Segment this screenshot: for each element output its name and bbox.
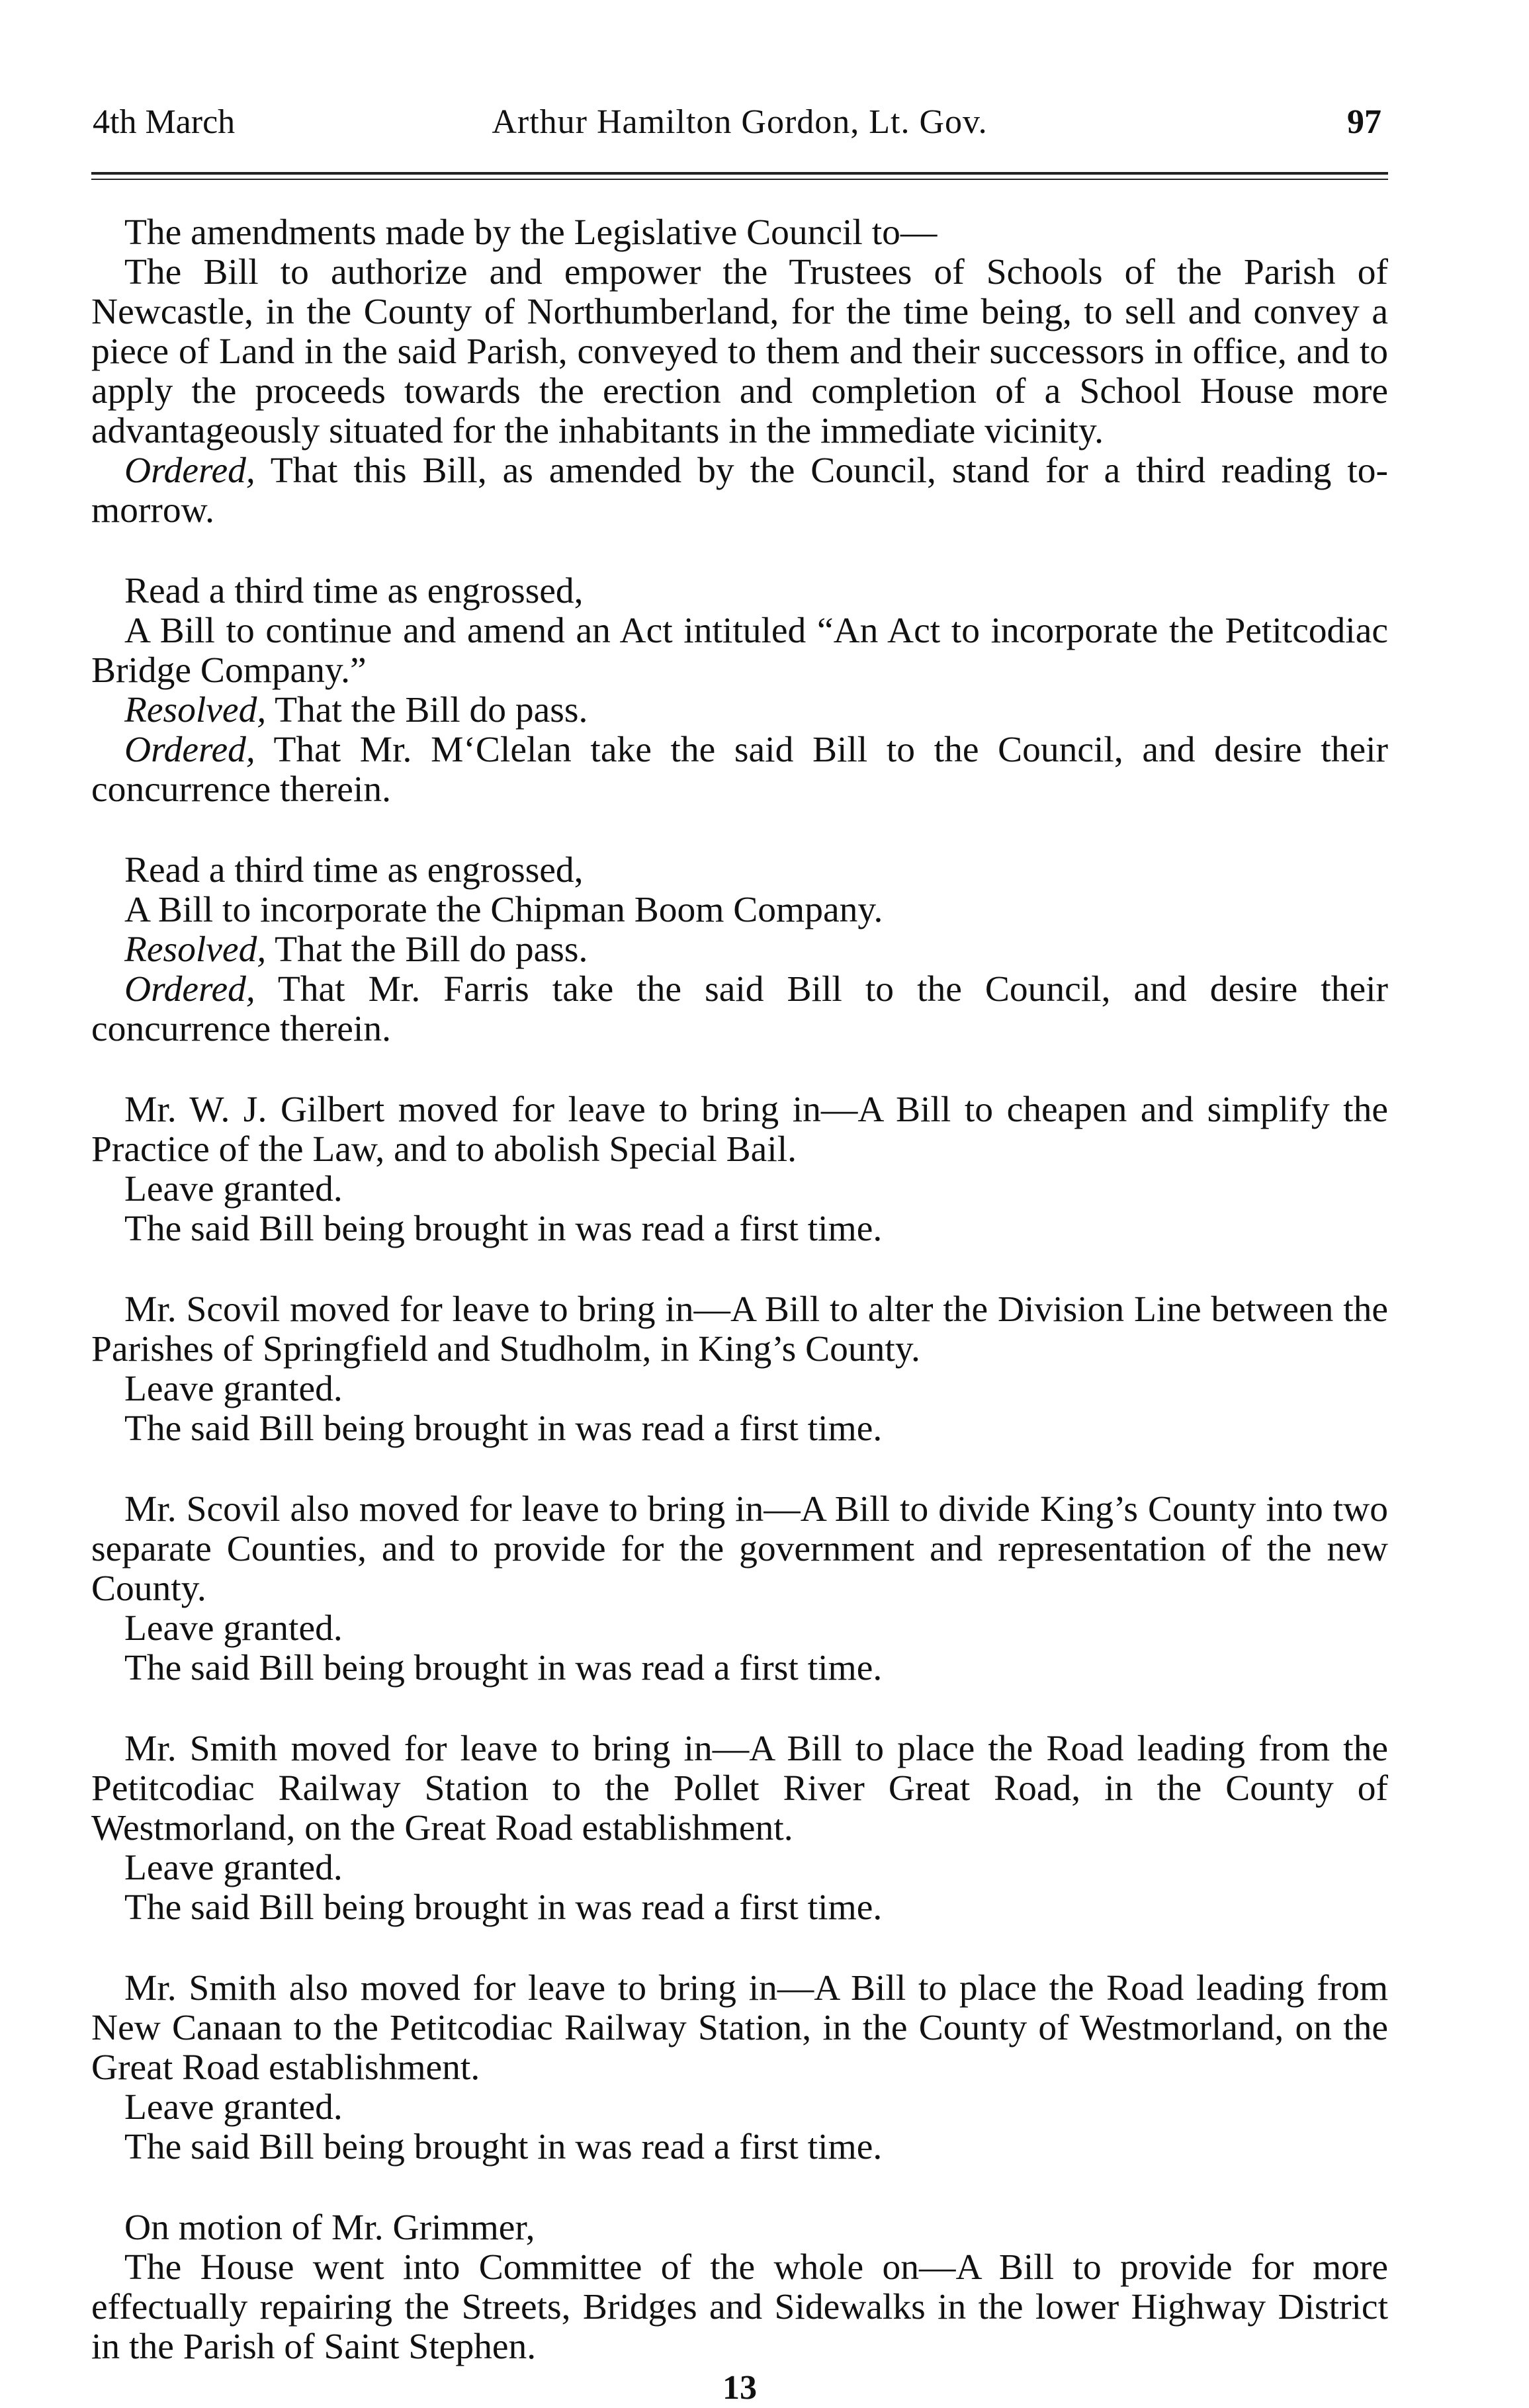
- paragraph: [91, 2208, 1388, 2248]
- paragraph: [91, 890, 1388, 930]
- paragraph: [91, 1490, 1388, 1609]
- italic-lead: Resolved,: [124, 690, 267, 730]
- paragraph-text: That Mr. M‘Clelan take the said Bill to the Council, and desire their concurrence therein.: [91, 730, 1388, 810]
- paragraph: [91, 2248, 1388, 2367]
- paragraph-block: [91, 1490, 1388, 1688]
- italic-lead: Ordered,: [124, 969, 255, 1010]
- paragraph-text: That the Bill do pass.: [266, 690, 588, 730]
- paragraph: [91, 1729, 1388, 1848]
- paragraph-text: The said Bill being brought in was read a first time.: [124, 1887, 883, 1928]
- paragraph: [91, 691, 1388, 730]
- paragraph: [91, 1649, 1388, 1688]
- paragraph-text: The amendments made by the Legislative Council to—: [124, 212, 938, 253]
- paragraph: [91, 1969, 1388, 2088]
- paragraph-text: On motion of Mr. Grimmer,: [124, 2208, 535, 2248]
- paragraph: [91, 2128, 1388, 2167]
- page-number: 97: [1347, 103, 1381, 141]
- paragraph-block: [91, 1969, 1388, 2167]
- paragraph-text: Mr. W. J. Gilbert moved for leave to bring in—A Bill to cheapen and simplify the Practice of the Law, and to abolish Special Bail.: [91, 1090, 1388, 1170]
- paragraph: [91, 2088, 1388, 2128]
- paragraph-text: The said Bill being brought in was read a first time.: [124, 1408, 883, 1449]
- paragraph: [91, 1209, 1388, 1249]
- paragraph: [91, 1090, 1388, 1170]
- italic-lead: Ordered,: [124, 451, 255, 491]
- paragraph-block: [91, 253, 1388, 531]
- paragraph-block: [91, 2208, 1388, 2367]
- header-rule: [91, 172, 1388, 180]
- paragraph: [91, 611, 1388, 691]
- paragraph-text: That the Bill do pass.: [266, 929, 588, 970]
- document-page: [91, 99, 1388, 2408]
- paragraph: [91, 851, 1388, 890]
- document-body: [91, 213, 1388, 2367]
- paragraph-text: Mr. Smith moved for leave to bring in—A Bill to place the Road leading from the Petitcodiac Railway Station to the Pollet River Great Road, in the County of Westmorland, on the Great Road establishment.: [91, 1729, 1388, 1848]
- paragraph-text: Leave granted.: [124, 2087, 343, 2128]
- paragraph-text: That this Bill, as amended by the Council, stand for a third reading to-morrow.: [91, 451, 1388, 531]
- paragraph: [91, 213, 1388, 253]
- paragraph-block: [91, 851, 1388, 1049]
- paragraph-block: [91, 1290, 1388, 1449]
- paragraph-text: The said Bill being brought in was read a first time.: [124, 1648, 883, 1688]
- paragraph-text: A Bill to continue and amend an Act intituled “An Act to incorporate the Petitcodiac Bridge Company.”: [91, 611, 1388, 691]
- paragraph-block: [91, 1090, 1388, 1249]
- paragraph: [91, 1290, 1388, 1369]
- header-date: 4th March: [93, 103, 236, 141]
- paragraph: [91, 1848, 1388, 1888]
- paragraph: [91, 1409, 1388, 1449]
- paragraph-text: Leave granted.: [124, 1608, 343, 1649]
- paragraph-text: Read a third time as engrossed,: [124, 571, 584, 611]
- paragraph: [91, 572, 1388, 611]
- paragraph-text: That Mr. Farris take the said Bill to the Council, and desire their concurrence therein.: [91, 969, 1388, 1049]
- paragraph-block: [91, 1729, 1388, 1928]
- paragraph: [91, 1170, 1388, 1209]
- paragraph: [91, 970, 1388, 1049]
- paragraph-text: Read a third time as engrossed,: [124, 850, 584, 890]
- paragraph: [91, 451, 1388, 531]
- paragraph-text: Leave granted.: [124, 1169, 343, 1209]
- paragraph-text: Mr. Scovil moved for leave to bring in—A Bill to alter the Division Line between the Parishes of Springfield and Studholm, in King’s County.: [91, 1289, 1388, 1369]
- paragraph-text: Mr. Scovil also moved for leave to bring in—A Bill to divide King’s County into two separate Counties, and to provide for the government and representation of the new County.: [91, 1489, 1388, 1609]
- paragraph-text: The said Bill being brought in was read a first time.: [124, 1209, 883, 1249]
- paragraph-block: [91, 213, 1388, 253]
- paragraph-text: The Bill to authorize and empower the Trustees of Schools of the Parish of Newcastle, in the County of Northumberland, for the time being, to sell and convey a piece of Land in the said Parish, conveyed to them and their successors in office, and to apply the proceeds towards the erection and completion of a School House more advantageously situated for the inhabitants in the immediate vicinity.: [91, 252, 1388, 451]
- paragraph-text: The House went into Committee of the whole on—A Bill to provide for more effectually repairing the Streets, Bridges and Sidewalks in the lower Highway District in the Parish of Saint Stephen.: [91, 2247, 1388, 2367]
- running-header: [91, 99, 1388, 146]
- paragraph: [91, 253, 1388, 451]
- paragraph-text: Mr. Smith also moved for leave to bring in—A Bill to place the Road leading from New Canaan to the Petitcodiac Railway Station, in the County of Westmorland, on the Great Road establishment.: [91, 1968, 1388, 2088]
- paragraph-text: Leave granted.: [124, 1369, 343, 1409]
- paragraph-block: [91, 572, 1388, 810]
- paragraph-text: Leave granted.: [124, 1848, 343, 1888]
- header-title: Arthur Hamilton Gordon, Lt. Gov.: [492, 103, 988, 141]
- paragraph-text: A Bill to incorporate the Chipman Boom Company.: [124, 890, 883, 930]
- paragraph: [91, 1888, 1388, 1928]
- italic-lead: Resolved,: [124, 929, 267, 970]
- italic-lead: Ordered,: [124, 730, 255, 770]
- signature-mark: 13: [722, 2369, 757, 2407]
- paragraph: [91, 730, 1388, 810]
- paragraph: [91, 1369, 1388, 1409]
- paragraph: [91, 1609, 1388, 1649]
- paragraph-text: The said Bill being brought in was read a first time.: [124, 2127, 883, 2167]
- paragraph: [91, 930, 1388, 970]
